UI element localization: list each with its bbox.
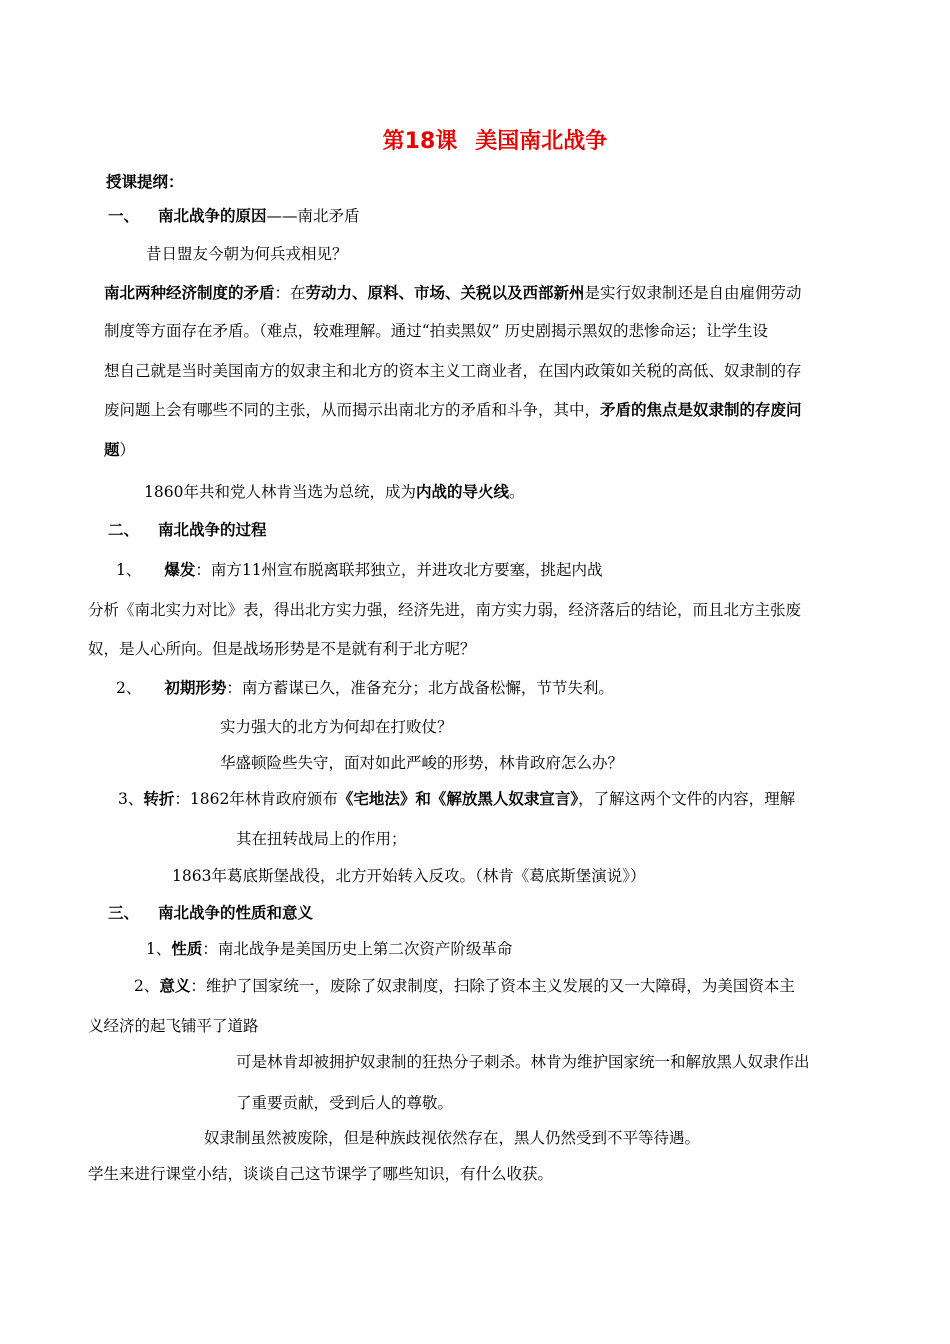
bold-text: 题 (104, 441, 120, 459)
text: 是实行奴隶制还是自由雇佣劳动 (584, 284, 802, 302)
section-3-heading (108, 903, 313, 923)
item-head: 爆发 (164, 561, 196, 579)
paragraph-line: 学生来进行课堂小结，谈谈自己这节课学了哪些知识，有什么收获。 (88, 1165, 554, 1183)
bold-text: 矛盾的焦点是奴隶制的存废问 (600, 401, 802, 419)
item-number: 2、 (116, 679, 142, 697)
item-text: ，了解这两个文件的内容，理解 (578, 790, 796, 808)
paragraph-line: 奴，是人心所向。但是战场形势是不是就有利于北方呢？ (88, 640, 476, 658)
item-text: ：1862年林肯政府颁布 (174, 790, 338, 808)
text: 。 (508, 483, 525, 501)
section-number: 二、 (108, 521, 140, 539)
section-title: 南北战争的性质和意义 (157, 904, 313, 922)
paragraph-line: 其在扭转战局上的作用； (236, 830, 407, 848)
item-3 (118, 789, 795, 809)
question-text: 实力强大的北方为何却在打败仗？ (220, 718, 453, 736)
section-number: 三、 (108, 904, 140, 922)
section-title: 南北战争的过程 (157, 521, 267, 539)
section-subtitle: ——南北矛盾 (266, 207, 360, 225)
lesson-title (0, 124, 950, 155)
paragraph-line: 分析《南北实力对比》表，得出北方实力强，经济先进，南方实力弱，经济落后的结论，而且北方主张废 (88, 601, 802, 619)
section-2-heading (108, 520, 266, 540)
bold-text: 《宅地法》和《解放黑人奴隶宣言》 (337, 790, 579, 808)
paragraph-line: 奴隶制虽然被废除，但是种族歧视依然存在，黑人仍然受到不平等待遇。 (204, 1129, 701, 1147)
item-text: ：南方蓄谋已久，准备充分；北方战备松懈，节节失利。 (226, 679, 614, 697)
meaning-item-1 (146, 939, 512, 959)
paragraph-line (144, 482, 524, 502)
item-head: 转折 (143, 790, 175, 808)
question-text: 华盛顿险些失守，面对如此严峻的形势，林肯政府怎么办？ (220, 754, 624, 772)
paragraph-line: 想自己就是当时美国南方的奴隶主和北方的资本主义工商业者，在国内政策如关税的高低、奴隶制的存 (104, 362, 802, 380)
section-number: 一、 (108, 207, 140, 225)
paragraph-line (104, 400, 802, 420)
paragraph-line: 了重要贡献，受到后人的尊敬。 (236, 1094, 454, 1112)
item-head: 意义 (159, 977, 191, 995)
bold-text: 内战的导火线 (415, 483, 509, 501)
item-1 (116, 560, 603, 580)
bold-text: 南北两种经济制度的矛盾 (104, 284, 275, 302)
item-text: ：南北战争是美国历史上第二次资产阶级革命 (202, 940, 513, 958)
lesson-topic: 美国南北战争 (475, 129, 608, 154)
item-number: 1、 (146, 940, 172, 958)
paragraph-line: 义经济的起飞铺平了道路 (88, 1017, 259, 1035)
item-head: 性质 (171, 940, 203, 958)
text: 废问题上会有哪些不同的主张，从而揭示出南北方的矛盾和斗争，其中， (104, 401, 601, 419)
text: ：在 (274, 284, 306, 302)
paragraph-line: 制度等方面存在矛盾。（难点，较难理解。通过“拍卖黑奴” 历史剧揭示黑奴的悲惨命运；让学生设 (104, 322, 769, 340)
outline-label: 授课提纲： (106, 173, 184, 191)
paragraph-line: 1863年葛底斯堡战役，北方开始转入反攻。（林肯《葛底斯堡演说》） (172, 867, 646, 885)
section-1-heading (108, 206, 359, 226)
meaning-item-2 (134, 976, 795, 996)
item-number: 2、 (134, 977, 160, 995)
lesson-number: 第18课 (382, 129, 458, 154)
item-2 (116, 678, 614, 698)
text: ） (119, 441, 136, 459)
item-number: 1、 (116, 561, 142, 579)
item-text: ：南方11州宣布脱离联邦独立，并进攻北方要塞，挑起内战 (195, 561, 603, 579)
question-text: 昔日盟友今朝为何兵戎相见？ (146, 245, 348, 263)
paragraph-line: 可是林肯却被拥护奴隶制的狂热分子刺杀。林肯为维护国家统一和解放黑人奴隶作出 (236, 1053, 810, 1071)
item-head: 初期形势 (164, 679, 227, 697)
item-number: 3、 (118, 790, 144, 808)
paragraph-line (104, 283, 802, 303)
item-text: ：维护了国家统一，废除了奴隶制度，扫除了资本主义发展的又一大障碍，为美国资本主 (190, 977, 795, 995)
paragraph-line (104, 440, 135, 460)
section-title: 南北战争的原因 (157, 207, 267, 225)
bold-text: 劳动力、原料、市场、关税以及西部新州 (305, 284, 585, 302)
text: 1860年共和党人林肯当选为总统，成为 (144, 483, 416, 501)
